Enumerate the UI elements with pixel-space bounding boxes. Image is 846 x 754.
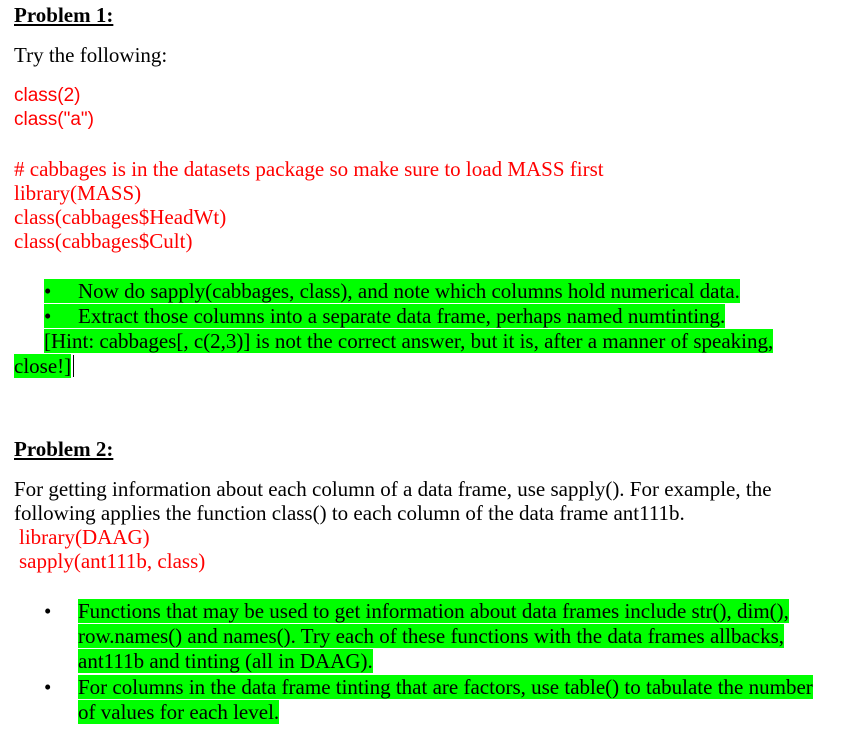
problem1-bullet-2	[44, 304, 725, 328]
problem2-para-line-2: following applies the function class() to each column of the data frame ant111b.	[14, 501, 685, 525]
bullet-text: Now do sapply(cabbages, class), and note which columns hold numerical data.	[78, 279, 740, 303]
bullet-icon: •	[44, 279, 52, 303]
code-library-daag: library(DAAG)	[19, 525, 150, 549]
code-class-2: class(2)	[14, 85, 81, 106]
code-class-cult: class(cabbages$Cult)	[14, 229, 193, 253]
text-cursor	[73, 355, 74, 377]
problem1-intro: Try the following:	[14, 43, 168, 67]
code-library-mass: library(MASS)	[14, 181, 142, 205]
bullet-icon: •	[44, 599, 52, 623]
bullet-text: Functions that may be used to get information about data frames include str(), dim(),	[78, 599, 789, 623]
problem2-heading: Problem 2:	[14, 437, 114, 461]
hint-line-1: [Hint: cabbages[, c(2,3)] is not the correct answer, but it is, after a manner of speaking,	[44, 329, 774, 353]
bullet-text: For columns in the data frame tinting that are factors, use table() to tabulate the number	[78, 675, 813, 699]
problem2-bullet-2-line-2: of values for each level.	[78, 700, 280, 724]
problem2-bullet-2	[44, 675, 813, 699]
hint-line-2: close!]	[14, 354, 74, 378]
code-comment: # cabbages is in the datasets package so make sure to load MASS first	[14, 157, 604, 181]
problem2-para-line-1: For getting information about each column of a data frame, use sapply(). For example, the	[14, 477, 772, 501]
problem1-heading: Problem 1:	[14, 3, 114, 27]
bullet-icon: •	[44, 304, 52, 328]
code-sapply-ant111b: sapply(ant111b, class)	[19, 549, 206, 573]
code-class-headwt: class(cabbages$HeadWt)	[14, 205, 227, 229]
problem1-bullet-1	[44, 279, 740, 303]
code-class-a: class("a")	[14, 109, 94, 130]
bullet-text: Extract those columns into a separate data frame, perhaps named numtinting.	[78, 304, 726, 328]
problem2-bullet-1-line-2: row.names() and names(). Try each of these functions with the data frames allbacks,	[78, 624, 785, 648]
problem2-bullet-1	[44, 599, 789, 623]
bullet-icon: •	[44, 675, 52, 699]
problem2-bullet-1-line-3: ant111b and tinting (all in DAAG).	[78, 649, 373, 673]
